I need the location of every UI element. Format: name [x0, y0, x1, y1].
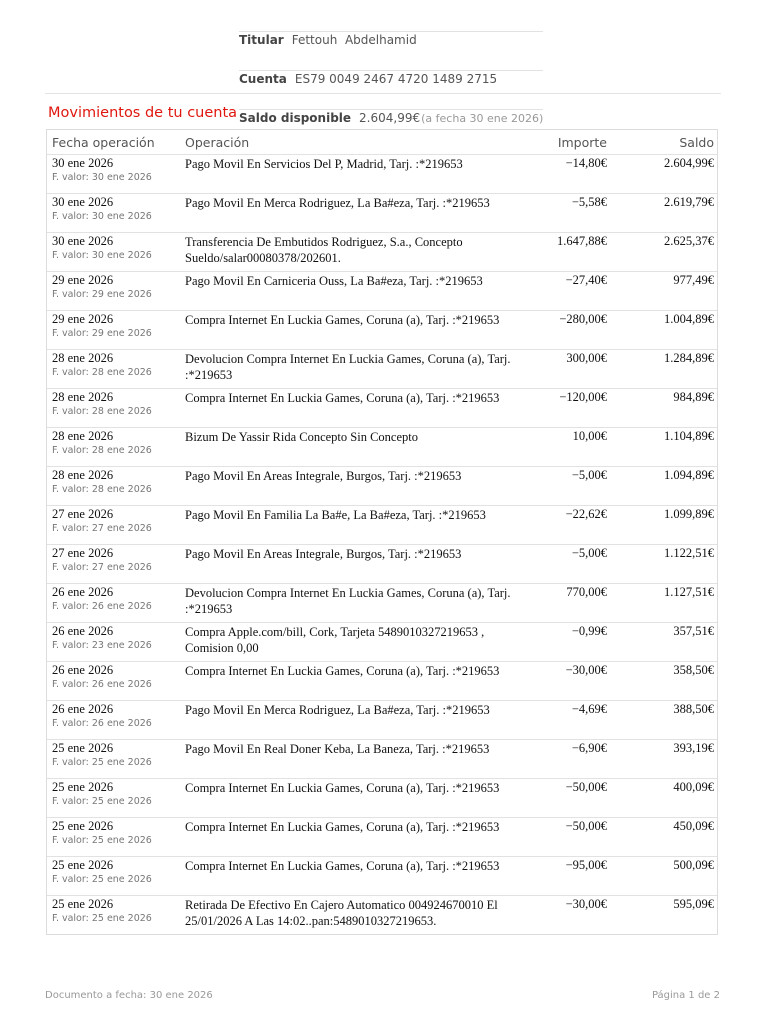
- row-fecha: 28 ene 2026: [52, 468, 114, 482]
- row-importe: 300,00€: [566, 351, 607, 365]
- column-header-operacion: Operación: [185, 135, 250, 150]
- row-fecha: 29 ene 2026: [52, 312, 114, 326]
- table-row: [47, 232, 717, 271]
- row-operacion: Pago Movil En Real Doner Keba, La Baneza, Tarj. :*219653: [185, 742, 490, 756]
- row-operacion: Transferencia De Embutidos Rodriguez, S.a., Concepto Sueldo/salar00080378/202601.: [185, 235, 463, 265]
- row-fecha-valor: F. valor: 28 ene 2026: [52, 484, 152, 495]
- row-saldo: 500,09€: [673, 858, 714, 872]
- row-operacion: Compra Internet En Luckia Games, Coruna (a), Tarj. :*219653: [185, 391, 500, 405]
- table-row: [47, 466, 717, 505]
- row-fecha: 29 ene 2026: [52, 273, 114, 287]
- row-importe: 10,00€: [572, 429, 607, 443]
- row-fecha: 27 ene 2026: [52, 507, 114, 521]
- row-saldo: 977,49€: [673, 273, 714, 287]
- row-importe: −30,00€: [565, 897, 607, 911]
- row-saldo: 357,51€: [673, 624, 714, 638]
- section-title: Movimientos de tu cuenta: [48, 105, 238, 121]
- cuenta-row: [239, 70, 543, 109]
- row-importe: −22,62€: [565, 507, 607, 521]
- row-operacion: Pago Movil En Merca Rodriguez, La Ba#eza, Tarj. :*219653: [185, 196, 490, 210]
- row-saldo: 388,50€: [673, 702, 714, 716]
- row-saldo: 450,09€: [673, 819, 714, 833]
- row-saldo: 400,09€: [673, 780, 714, 794]
- row-saldo: 2.604,99€: [664, 156, 714, 170]
- table-row: [47, 193, 717, 232]
- row-fecha: 30 ene 2026: [52, 234, 114, 248]
- row-fecha-valor: F. valor: 25 ene 2026: [52, 835, 152, 846]
- row-operacion: Retirada De Efectivo En Cajero Automatico 004924670010 El 25/01/2026 A Las 14:02..pan:5489010327219653.: [185, 898, 498, 928]
- row-fecha: 25 ene 2026: [52, 858, 114, 872]
- table-row: [47, 310, 717, 349]
- row-fecha-valor: F. valor: 28 ene 2026: [52, 406, 152, 417]
- saldo-date-note: (a fecha 30 ene 2026): [421, 112, 544, 125]
- saldo-label: Saldo disponible: [239, 111, 352, 125]
- row-operacion: Compra Internet En Luckia Games, Coruna (a), Tarj. :*219653: [185, 664, 500, 678]
- row-fecha: 26 ene 2026: [52, 702, 114, 716]
- row-saldo: 1.094,89€: [664, 468, 714, 482]
- table-row: [47, 856, 717, 895]
- row-fecha-valor: F. valor: 25 ene 2026: [52, 796, 152, 807]
- row-fecha: 28 ene 2026: [52, 390, 114, 404]
- row-fecha-valor: F. valor: 26 ene 2026: [52, 718, 152, 729]
- row-importe: −0,99€: [571, 624, 607, 638]
- column-header-fecha: Fecha operación: [52, 135, 155, 150]
- row-fecha: 28 ene 2026: [52, 351, 114, 365]
- row-operacion: Compra Internet En Luckia Games, Coruna (a), Tarj. :*219653: [185, 313, 500, 327]
- row-fecha: 25 ene 2026: [52, 741, 114, 755]
- row-fecha-valor: F. valor: 25 ene 2026: [52, 913, 152, 924]
- row-fecha-valor: F. valor: 28 ene 2026: [52, 367, 152, 378]
- row-operacion: Compra Internet En Luckia Games, Coruna (a), Tarj. :*219653: [185, 781, 500, 795]
- row-operacion: Compra Apple.com/bill, Cork, Tarjeta 5489010327219653 , Comision 0,00: [185, 625, 485, 655]
- row-fecha-valor: F. valor: 28 ene 2026: [52, 445, 152, 456]
- row-importe: −50,00€: [565, 780, 607, 794]
- row-fecha-valor: F. valor: 23 ene 2026: [52, 640, 152, 651]
- cuenta-label: Cuenta: [239, 72, 287, 86]
- row-saldo: 2.619,79€: [664, 195, 714, 209]
- table-row: [47, 622, 717, 661]
- row-fecha-valor: F. valor: 26 ene 2026: [52, 601, 152, 612]
- row-fecha: 26 ene 2026: [52, 663, 114, 677]
- table-header: [47, 130, 717, 154]
- row-fecha-valor: F. valor: 26 ene 2026: [52, 679, 152, 690]
- row-operacion: Compra Internet En Luckia Games, Coruna (a), Tarj. :*219653: [185, 820, 500, 834]
- row-fecha: 28 ene 2026: [52, 429, 114, 443]
- row-fecha: 25 ene 2026: [52, 897, 114, 911]
- row-importe: 770,00€: [566, 585, 607, 599]
- row-operacion: Pago Movil En Areas Integrale, Burgos, Tarj. :*219653: [185, 547, 462, 561]
- row-saldo: 2.625,37€: [664, 234, 714, 248]
- document-date: Documento a fecha: 30 ene 2026: [45, 990, 213, 1001]
- row-fecha: 26 ene 2026: [52, 585, 114, 599]
- table-row: [47, 271, 717, 310]
- row-operacion: Pago Movil En Merca Rodriguez, La Ba#eza, Tarj. :*219653: [185, 703, 490, 717]
- row-fecha-valor: F. valor: 30 ene 2026: [52, 172, 152, 183]
- table-row: [47, 154, 717, 193]
- divider: [45, 93, 721, 94]
- table-row: [47, 583, 717, 622]
- row-fecha: 30 ene 2026: [52, 195, 114, 209]
- row-fecha-valor: F. valor: 29 ene 2026: [52, 289, 152, 300]
- table-row: [47, 388, 717, 427]
- row-saldo: 1.284,89€: [664, 351, 714, 365]
- row-operacion: Pago Movil En Carniceria Ouss, La Ba#eza, Tarj. :*219653: [185, 274, 483, 288]
- row-importe: 1.647,88€: [557, 234, 607, 248]
- row-importe: −5,00€: [571, 468, 607, 482]
- row-fecha: 30 ene 2026: [52, 156, 114, 170]
- row-importe: −30,00€: [565, 663, 607, 677]
- row-importe: −6,90€: [571, 741, 607, 755]
- row-fecha-valor: F. valor: 27 ene 2026: [52, 523, 152, 534]
- row-fecha: 27 ene 2026: [52, 546, 114, 560]
- row-importe: −27,40€: [565, 273, 607, 287]
- table-row: [47, 661, 717, 700]
- table-body: [47, 154, 717, 934]
- movements-table: [46, 129, 718, 935]
- row-fecha-valor: F. valor: 30 ene 2026: [52, 250, 152, 261]
- row-fecha-valor: F. valor: 30 ene 2026: [52, 211, 152, 222]
- row-importe: −280,00€: [559, 312, 607, 326]
- cuenta-value: ES79 0049 2467 4720 1489 2715: [294, 72, 498, 86]
- table-row: [47, 817, 717, 856]
- row-saldo: 1.099,89€: [664, 507, 714, 521]
- table-row: [47, 895, 717, 934]
- row-saldo: 1.127,51€: [664, 585, 714, 599]
- column-header-importe: Importe: [557, 135, 607, 150]
- titular-value: Fettouh Abdelhamid: [291, 33, 417, 47]
- table-row: [47, 427, 717, 466]
- row-operacion: Compra Internet En Luckia Games, Coruna (a), Tarj. :*219653: [185, 859, 500, 873]
- titular-row: [239, 31, 543, 70]
- row-fecha: 25 ene 2026: [52, 819, 114, 833]
- table-row: [47, 778, 717, 817]
- row-saldo: 1.122,51€: [664, 546, 714, 560]
- row-importe: −5,00€: [571, 546, 607, 560]
- page-number: Página 1 de 2: [651, 990, 720, 1001]
- row-saldo: 1.004,89€: [664, 312, 714, 326]
- row-importe: −120,00€: [559, 390, 607, 404]
- row-saldo: 984,89€: [673, 390, 714, 404]
- row-saldo: 1.104,89€: [664, 429, 714, 443]
- row-fecha: 25 ene 2026: [52, 780, 114, 794]
- table-row: [47, 505, 717, 544]
- row-importe: −95,00€: [565, 858, 607, 872]
- row-fecha-valor: F. valor: 27 ene 2026: [52, 562, 152, 573]
- table-row: [47, 349, 717, 388]
- table-row: [47, 739, 717, 778]
- row-operacion: Bizum De Yassir Rida Concepto Sin Concepto: [185, 430, 418, 444]
- table-row: [47, 700, 717, 739]
- row-saldo: 595,09€: [673, 897, 714, 911]
- row-fecha-valor: F. valor: 25 ene 2026: [52, 874, 152, 885]
- row-importe: −14,80€: [565, 156, 607, 170]
- row-importe: −4,69€: [571, 702, 607, 716]
- saldo-value: 2.604,99€: [359, 111, 421, 125]
- row-importe: −50,00€: [565, 819, 607, 833]
- row-fecha-valor: F. valor: 25 ene 2026: [52, 757, 152, 768]
- row-importe: −5,58€: [571, 195, 607, 209]
- column-header-saldo: Saldo: [679, 135, 714, 150]
- table-row: [47, 544, 717, 583]
- row-saldo: 358,50€: [673, 663, 714, 677]
- row-fecha-valor: F. valor: 29 ene 2026: [52, 328, 152, 339]
- titular-label: Titular: [239, 33, 284, 47]
- row-operacion: Pago Movil En Areas Integrale, Burgos, Tarj. :*219653: [185, 469, 462, 483]
- row-saldo: 393,19€: [673, 741, 714, 755]
- row-operacion: Devolucion Compra Internet En Luckia Games, Coruna (a), Tarj. :*219653: [185, 352, 511, 382]
- row-operacion: Pago Movil En Familia La Ba#e, La Ba#eza, Tarj. :*219653: [185, 508, 486, 522]
- row-operacion: Devolucion Compra Internet En Luckia Games, Coruna (a), Tarj. :*219653: [185, 586, 511, 616]
- row-operacion: Pago Movil En Servicios Del P, Madrid, Tarj. :*219653: [185, 157, 463, 171]
- row-fecha: 26 ene 2026: [52, 624, 114, 638]
